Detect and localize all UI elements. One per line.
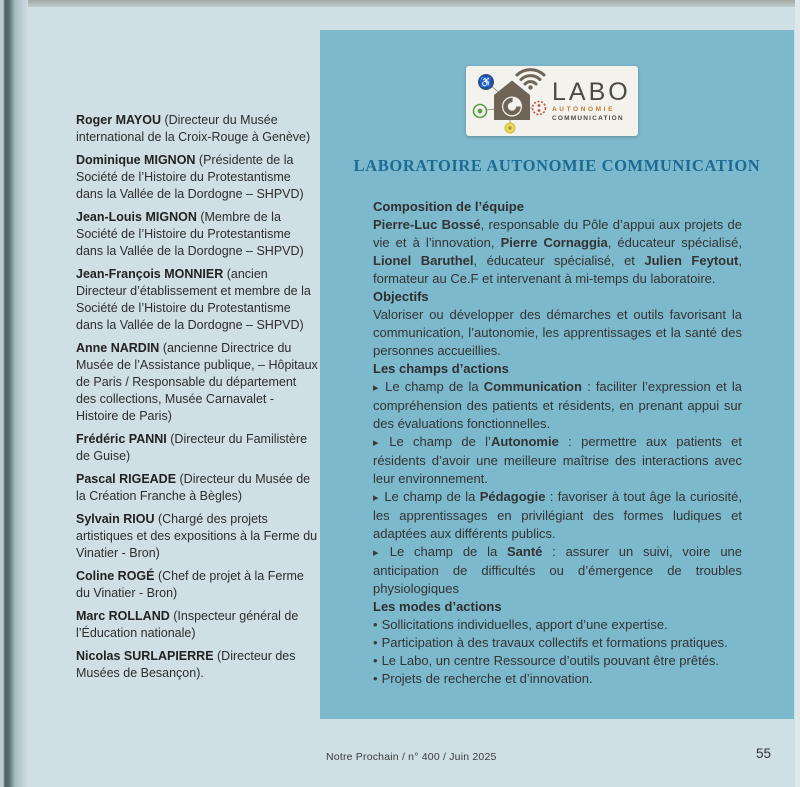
person-entry xyxy=(76,112,318,146)
person-name: Sylvain RIOU xyxy=(76,512,158,526)
mode-item xyxy=(373,652,742,670)
section-heading-champs: Les champs d’actions xyxy=(373,361,509,376)
labo-logo xyxy=(466,66,638,136)
champ-keyword: Communication xyxy=(483,379,582,394)
mode-text: Participation à des travaux collectifs et formations pratiques. xyxy=(381,635,728,650)
person-name: Roger MAYOU xyxy=(76,113,165,127)
mode-text: Le Labo, un centre Ressource d’outils pouvant être prêtés. xyxy=(381,653,720,668)
person-role: (Directeur du Musée international de la Croix-Rouge à Genève) xyxy=(76,113,311,144)
person-entry xyxy=(76,152,318,203)
page-number: 55 xyxy=(756,746,772,761)
person-role: (ancienne Directrice du Musée de l’Assistance publique, – Hôpitaux de Paris / Responsable du département des collections, Musée Carnavalet - Histoire de Paris) xyxy=(76,341,318,423)
person-role: (Membre de la Société de l’Histoire du Protestantisme dans la Vallée de la Dordogne – SHPVD) xyxy=(76,210,304,258)
mode-text: Projets de recherche et d’innovation. xyxy=(381,671,593,686)
person-name: Marc ROLLAND xyxy=(76,609,174,623)
bullet-dot-icon: • xyxy=(373,617,378,632)
champ-item xyxy=(373,433,742,488)
mode-item xyxy=(373,634,742,652)
champ-prefix: Le champ de la xyxy=(385,379,484,394)
scan-top-edge xyxy=(0,0,800,7)
bullet-triangle-icon: ▸ xyxy=(373,492,383,504)
composition-text: , responsable du Pôle d’appui aux projets de vie et à l’innovation, xyxy=(373,217,742,250)
person-role: (Directeur du Familistère de Guise) xyxy=(76,432,308,463)
section-heading-composition: Composition de l’équipe xyxy=(373,199,524,214)
person-role: (Présidente de la Société de l’Histoire du Protestantisme dans la Vallée de la Dordogne – SHPVD) xyxy=(76,153,304,201)
person-role: (Chargé des projets artistiques et des expositions à la Ferme du Vinatier - Bron) xyxy=(76,512,318,560)
person-name: Nicolas SURLAPIERRE xyxy=(76,649,218,663)
braille-icon xyxy=(533,102,546,115)
wheelchair-icon xyxy=(478,74,494,90)
champ-item xyxy=(373,543,742,598)
bullet-dot-icon: • xyxy=(373,671,378,686)
house-communication-icon xyxy=(468,68,552,134)
panel-content xyxy=(373,198,742,688)
bullet-triangle-icon: ▸ xyxy=(373,547,388,559)
person-role: (Directeur des Musées de Besançon). xyxy=(76,649,296,680)
person-role: (Inspecteur général de l’Éducation nationale) xyxy=(76,609,299,640)
champ-item xyxy=(373,488,742,543)
champ-prefix: Le champ de la xyxy=(384,489,480,504)
person-role: (Chef de projet à la Ferme du Vinatier - Bron) xyxy=(76,569,304,600)
footer-reference: Notre Prochain / n° 400 / Juin 2025 xyxy=(326,751,497,763)
champ-text: : faciliter l’expression et la compréhension des patients et résidents, en prenant appui sur des évaluations fonctionnelles. xyxy=(373,379,742,431)
champ-item xyxy=(373,378,742,433)
champ-keyword: Santé xyxy=(506,544,543,559)
labo-wordmark-block xyxy=(552,80,638,122)
section-heading-modes: Les modes d’actions xyxy=(373,599,502,614)
labo-panel xyxy=(320,30,794,719)
champ-text: : assurer un suivi, voire une anticipation de difficultés ou d’émergence de troubles physiologiques xyxy=(373,544,743,596)
composition-text: , formateur au Ce.F et intervenant à mi-temps du laboratoire. xyxy=(373,253,743,286)
composition-paragraph xyxy=(373,216,742,288)
panel-title: LABORATOIRE AUTONOMIE COMMUNICATION xyxy=(353,156,761,175)
person-entry xyxy=(76,266,318,334)
wifi-icon xyxy=(517,70,544,84)
champs-list xyxy=(373,378,742,598)
person-entry xyxy=(76,471,318,505)
champ-prefix: Le champ de l’ xyxy=(389,434,491,449)
person-entry xyxy=(76,511,318,562)
labo-wordmark: LABO xyxy=(552,78,631,106)
bullet-dot-icon: • xyxy=(373,653,378,668)
mode-text: Sollicitations individuelles, apport d’une expertise. xyxy=(381,617,668,632)
champ-keyword: Autonomie xyxy=(490,434,559,449)
mode-item xyxy=(373,670,742,688)
bullet-triangle-icon: ▸ xyxy=(373,382,384,394)
objectifs-paragraph: Valoriser ou développer des démarches et outils favorisant la communication, l’autonomie, les apprentissages et la santé des personnes accueillies. xyxy=(373,307,742,358)
scan-left-edge xyxy=(0,0,28,787)
sun-icon xyxy=(505,123,515,133)
scan-right-edge xyxy=(795,0,800,787)
person-name: Pascal RIGEADE xyxy=(76,472,180,486)
person-name: Pierre Cornaggia xyxy=(500,235,608,250)
svg-text:♿: ♿ xyxy=(479,77,493,89)
person-name: Jean-François MONNIER xyxy=(76,267,227,281)
person-entry xyxy=(76,608,318,642)
person-name: Jean-Louis MIGNON xyxy=(76,210,201,224)
person-role: (ancien Directeur d’établissement et membre de la Société de l’Histoire du Protestantisme dans la Vallée de la Dordogne – SHPVD) xyxy=(76,267,311,332)
labo-subtitle-communication: COMMUNICATION xyxy=(552,115,624,122)
section-heading-objectifs: Objectifs xyxy=(373,289,429,304)
champ-prefix: Le champ de la xyxy=(389,544,507,559)
labo-subtitle-autonomie: AUTONOMIE xyxy=(552,106,616,113)
person-name: Julien Feytout xyxy=(644,253,739,268)
composition-text: , éducateur spécialisé, et xyxy=(473,253,645,268)
plug-icon xyxy=(474,105,487,118)
champ-text: : permettre aux patients et résidents d’avoir une meilleure maîtrise des interactions avec leur environnement. xyxy=(373,434,742,486)
person-name: Pierre-Luc Bossé xyxy=(373,217,481,232)
bullet-dot-icon: • xyxy=(373,635,378,650)
person-name: Anne NARDIN xyxy=(76,341,163,355)
person-name: Lionel Baruthel xyxy=(373,253,474,268)
person-entry xyxy=(76,648,318,682)
bullet-triangle-icon: ▸ xyxy=(373,437,388,449)
composition-text: , éducateur spécialisé, xyxy=(607,235,742,250)
modes-list xyxy=(373,616,742,688)
person-entry xyxy=(76,340,318,425)
person-name: Dominique MIGNON xyxy=(76,153,199,167)
person-role: (Directeur du Musée de la Création Franche à Bègles) xyxy=(76,472,311,503)
person-entry xyxy=(76,431,318,465)
mode-item xyxy=(373,616,742,634)
contributors-list xyxy=(76,112,318,688)
champ-text: : favoriser à tout âge la curiosité, les apprentissages en privilégiant des formes ludiques et adaptées aux différents publics. xyxy=(373,489,743,541)
person-name: Frédéric PANNI xyxy=(76,432,171,446)
person-name: Coline ROGÉ xyxy=(76,569,158,583)
person-entry xyxy=(76,568,318,602)
person-entry xyxy=(76,209,318,260)
champ-keyword: Pédagogie xyxy=(479,489,546,504)
